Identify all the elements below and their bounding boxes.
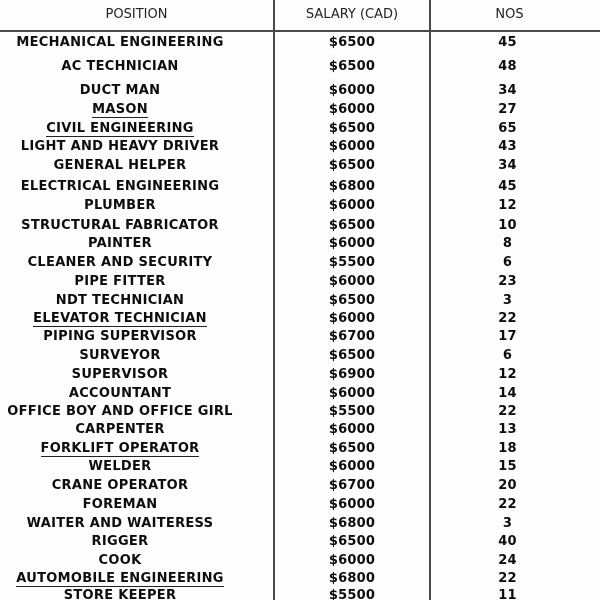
table-row bbox=[0, 119, 600, 138]
salary-cell: $6500 bbox=[328, 218, 376, 233]
position-cell bbox=[0, 137, 240, 156]
salary-cell: $6000 bbox=[328, 102, 376, 117]
table-row bbox=[0, 272, 600, 291]
position-cell bbox=[0, 57, 240, 76]
position-cell bbox=[0, 457, 240, 476]
salary-cell: $5500 bbox=[328, 588, 376, 600]
position-label: COOK bbox=[98, 553, 142, 568]
position-label: RIGGER bbox=[91, 534, 149, 549]
position-label: CIVIL ENGINEERING bbox=[46, 121, 194, 136]
table-row bbox=[0, 253, 600, 272]
table-row bbox=[0, 495, 600, 514]
position-cell bbox=[0, 177, 240, 196]
position-cell bbox=[0, 156, 240, 175]
position-label: PAINTER bbox=[88, 236, 152, 251]
position-label: MECHANICAL ENGINEERING bbox=[16, 35, 224, 50]
header-position: POSITION bbox=[105, 7, 168, 22]
position-label: DUCT MAN bbox=[79, 83, 161, 98]
nos-cell: 24 bbox=[498, 553, 517, 568]
position-label: NDT TECHNICIAN bbox=[55, 293, 185, 308]
salary-cell: $6800 bbox=[328, 571, 376, 586]
salary-cell: $6000 bbox=[328, 386, 376, 401]
position-label: CARPENTER bbox=[75, 422, 165, 437]
position-label: WAITER AND WAITERESS bbox=[26, 516, 214, 531]
salary-cell: $6500 bbox=[328, 441, 376, 456]
salary-cell: $6000 bbox=[328, 497, 376, 512]
nos-cell: 20 bbox=[498, 478, 517, 493]
table-row bbox=[0, 327, 600, 346]
table-row bbox=[0, 57, 600, 76]
position-label: ELECTRICAL ENGINEERING bbox=[20, 179, 220, 194]
position-cell bbox=[0, 346, 240, 365]
salary-cell: $5500 bbox=[328, 255, 376, 270]
nos-cell: 34 bbox=[498, 83, 517, 98]
salary-cell: $6700 bbox=[328, 329, 376, 344]
position-cell bbox=[0, 33, 240, 52]
position-label: PIPING SUPERVISOR bbox=[43, 329, 197, 344]
salary-cell: $6000 bbox=[328, 198, 376, 213]
nos-cell: 13 bbox=[498, 422, 517, 437]
position-cell bbox=[0, 586, 240, 600]
nos-cell: 3 bbox=[502, 293, 513, 308]
position-label: MASON bbox=[92, 102, 148, 117]
header-nos: NOS bbox=[495, 7, 524, 22]
nos-cell: 18 bbox=[498, 441, 517, 456]
table-row bbox=[0, 177, 600, 196]
position-label: SURVEYOR bbox=[79, 348, 161, 363]
table-row bbox=[0, 532, 600, 551]
salary-cell: $6700 bbox=[328, 478, 376, 493]
table-row bbox=[0, 402, 600, 421]
nos-cell: 14 bbox=[498, 386, 517, 401]
nos-cell: 12 bbox=[498, 198, 517, 213]
position-cell bbox=[0, 439, 240, 458]
table-row bbox=[0, 439, 600, 458]
table-row bbox=[0, 551, 600, 570]
table-row bbox=[0, 384, 600, 403]
position-label: GENERAL HELPER bbox=[53, 158, 187, 173]
position-label: ACCOUNTANT bbox=[68, 386, 172, 401]
nos-cell: 22 bbox=[498, 497, 517, 512]
salary-cell: $6000 bbox=[328, 83, 376, 98]
position-cell bbox=[0, 327, 240, 346]
nos-cell: 23 bbox=[498, 274, 517, 289]
nos-cell: 48 bbox=[498, 59, 517, 74]
table-row bbox=[0, 196, 600, 215]
position-cell bbox=[0, 402, 240, 421]
position-label: PLUMBER bbox=[84, 198, 156, 213]
position-label: LIGHT AND HEAVY DRIVER bbox=[20, 139, 220, 154]
table-row bbox=[0, 216, 600, 235]
table-row bbox=[0, 514, 600, 533]
position-label: STORE KEEPER bbox=[63, 588, 177, 600]
table-row bbox=[0, 476, 600, 495]
table-row bbox=[0, 100, 600, 119]
position-cell bbox=[0, 514, 240, 533]
position-cell bbox=[0, 119, 240, 138]
nos-cell: 22 bbox=[498, 404, 517, 419]
table-row bbox=[0, 234, 600, 253]
position-label: AUTOMOBILE ENGINEERING bbox=[16, 571, 224, 586]
table-row bbox=[0, 346, 600, 365]
nos-cell: 12 bbox=[498, 367, 517, 382]
salary-cell: $6500 bbox=[328, 35, 376, 50]
position-cell bbox=[0, 476, 240, 495]
table-row bbox=[0, 365, 600, 384]
salary-cell: $6000 bbox=[328, 553, 376, 568]
nos-cell: 27 bbox=[498, 102, 517, 117]
nos-cell: 40 bbox=[498, 534, 517, 549]
position-cell bbox=[0, 81, 240, 100]
nos-cell: 65 bbox=[498, 121, 517, 136]
table-row bbox=[0, 309, 600, 328]
nos-cell: 6 bbox=[502, 255, 513, 270]
position-label: FOREMAN bbox=[82, 497, 158, 512]
position-cell bbox=[0, 384, 240, 403]
position-cell bbox=[0, 216, 240, 235]
salary-cell: $6000 bbox=[328, 139, 376, 154]
position-label: ELEVATOR TECHNICIAN bbox=[33, 311, 207, 326]
salary-cell: $6500 bbox=[328, 59, 376, 74]
table-row bbox=[0, 33, 600, 52]
position-label: PIPE FITTER bbox=[74, 274, 166, 289]
salary-cell: $6500 bbox=[328, 348, 376, 363]
position-label: WELDER bbox=[88, 459, 152, 474]
salary-cell: $6000 bbox=[328, 236, 376, 251]
position-cell bbox=[0, 365, 240, 384]
nos-cell: 11 bbox=[498, 588, 517, 600]
position-label: CLEANER AND SECURITY bbox=[27, 255, 213, 270]
position-label: SUPERVISOR bbox=[71, 367, 169, 382]
salary-cell: $6900 bbox=[328, 367, 376, 382]
position-cell bbox=[0, 291, 240, 310]
salary-cell: $6500 bbox=[328, 534, 376, 549]
position-label: STRUCTURAL FABRICATOR bbox=[21, 218, 219, 233]
salary-cell: $6500 bbox=[328, 121, 376, 136]
nos-cell: 43 bbox=[498, 139, 517, 154]
position-cell bbox=[0, 196, 240, 215]
salary-cell: $6000 bbox=[328, 311, 376, 326]
position-cell bbox=[0, 253, 240, 272]
table-header-row bbox=[0, 0, 600, 30]
table-row bbox=[0, 291, 600, 310]
salary-cell: $6000 bbox=[328, 274, 376, 289]
position-label: CRANE OPERATOR bbox=[51, 478, 189, 493]
position-cell bbox=[0, 272, 240, 291]
position-cell bbox=[0, 234, 240, 253]
nos-cell: 6 bbox=[502, 348, 513, 363]
position-label: AC TECHNICIAN bbox=[61, 59, 179, 74]
nos-cell: 22 bbox=[498, 571, 517, 586]
position-cell bbox=[0, 551, 240, 570]
position-cell bbox=[0, 495, 240, 514]
salary-cell: $6500 bbox=[328, 293, 376, 308]
header-divider bbox=[0, 30, 600, 32]
nos-cell: 34 bbox=[498, 158, 517, 173]
nos-cell: 22 bbox=[498, 311, 517, 326]
nos-cell: 45 bbox=[498, 35, 517, 50]
nos-cell: 3 bbox=[502, 516, 513, 531]
position-label: OFFICE BOY AND OFFICE GIRL bbox=[7, 404, 233, 419]
table-row bbox=[0, 586, 600, 600]
position-cell bbox=[0, 420, 240, 439]
salary-cell: $6000 bbox=[328, 459, 376, 474]
header-salary: SALARY (CAD) bbox=[305, 7, 399, 22]
salary-cell: $6800 bbox=[328, 179, 376, 194]
salary-cell: $6800 bbox=[328, 516, 376, 531]
salary-cell: $6000 bbox=[328, 422, 376, 437]
salary-cell: $6500 bbox=[328, 158, 376, 173]
nos-cell: 15 bbox=[498, 459, 517, 474]
position-cell bbox=[0, 309, 240, 328]
nos-cell: 45 bbox=[498, 179, 517, 194]
position-cell bbox=[0, 532, 240, 551]
position-cell bbox=[0, 100, 240, 119]
nos-cell: 17 bbox=[498, 329, 517, 344]
position-label: FORKLIFT OPERATOR bbox=[40, 441, 200, 456]
nos-cell: 10 bbox=[498, 218, 517, 233]
table-row bbox=[0, 81, 600, 100]
table-row bbox=[0, 156, 600, 175]
nos-cell: 8 bbox=[502, 236, 513, 251]
table-row bbox=[0, 420, 600, 439]
table-row bbox=[0, 457, 600, 476]
salary-cell: $5500 bbox=[328, 404, 376, 419]
table-row bbox=[0, 137, 600, 156]
